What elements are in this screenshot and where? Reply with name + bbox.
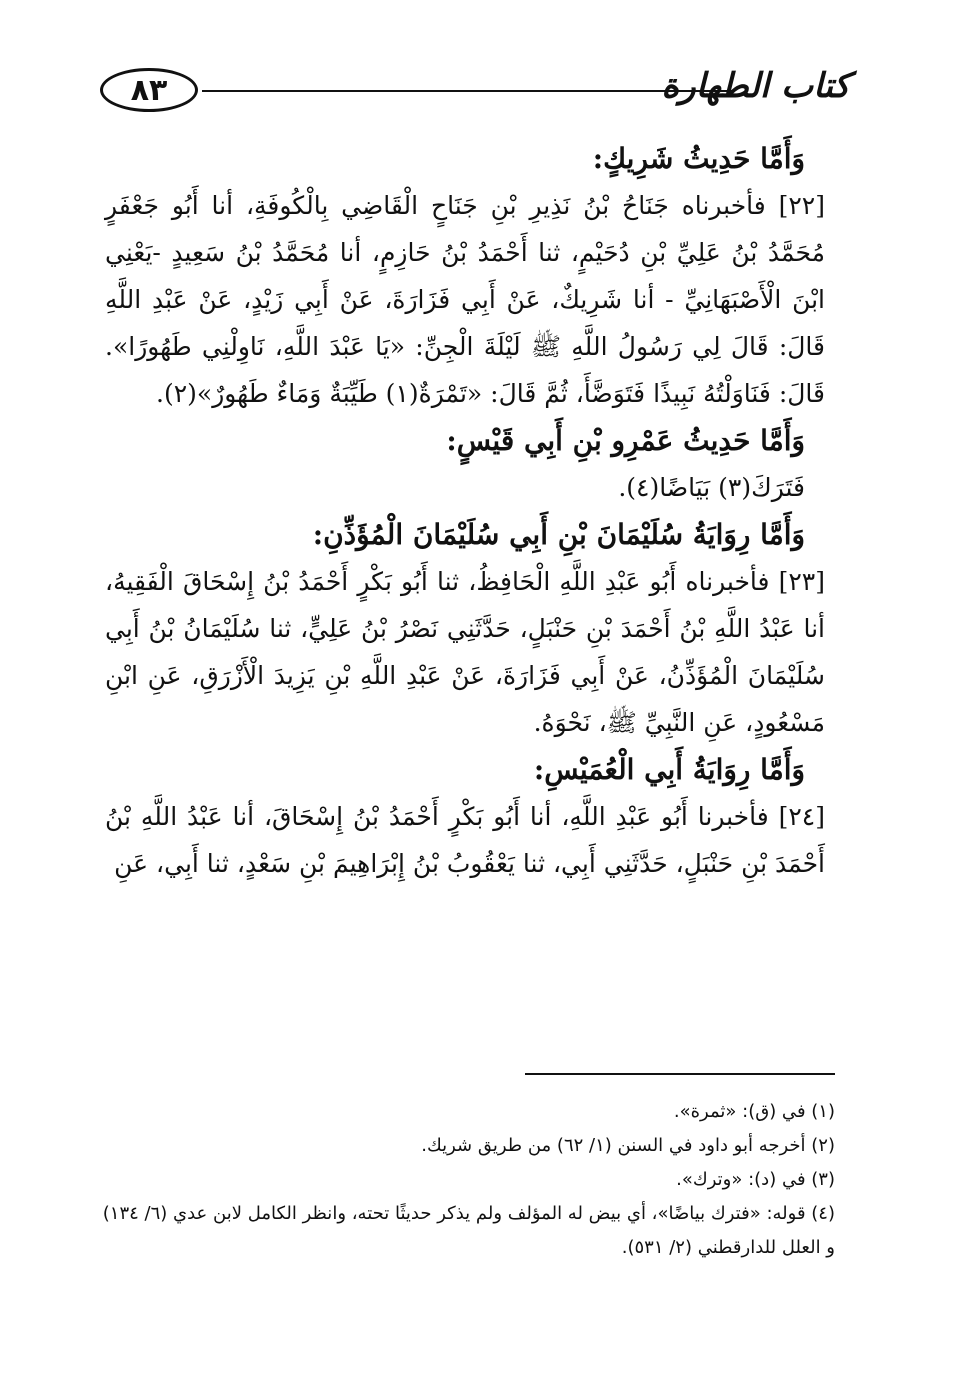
footnote-4: (٤) قوله: «فترك بياضًا»، أي بيض له المؤلف ولم يذكر حديثًا تحته، وانظر الكامل لابن عدي (٦/ ١٣٤) و العلل للدارقطني (٢/ ٥٣١). — [102, 1203, 835, 1258]
section-heading-sharik: وَأَمَّا حَدِيثُ شَرِيكٍ: — [592, 142, 805, 175]
footnote-3: (٣) في (د): «وترك». — [676, 1169, 835, 1190]
running-title: كتاب الطهارة — [661, 66, 850, 106]
section-heading-amr: وَأَمَّا حَدِيثُ عَمْرِو بْنِ أَبِي قَيْسٍ: — [446, 424, 805, 457]
blank-note-line: فَتَرَكَ(٣) بَيَاضًا(٤). — [618, 473, 805, 502]
hadith-paragraph-24: [٢٤] فأخبرنا أَبُو عَبْدِ اللَّهِ، أنا أَبُو بَكْرٍ أَحْمَدُ بْنُ إِسْحَاقَ، أنا عَبْدُ اللَّهِ بْنُ أَحْمَدَ بْنِ حَنْبَلٍ، حَدَّثَنِي أَبِي، ثنا يَعْقُوبُ بْنُ إِبْرَاهِيمَ بْنِ سَعْدٍ، ثنا أَبِي، عَنِ — [105, 802, 825, 878]
page-header — [100, 62, 850, 122]
section-heading-abu-umays: وَأَمَّا رِوَايَةُ أَبِي الْعُمَيْسِ: — [533, 753, 805, 786]
footnote-2: (٢) أخرجه أبو داود في السنن (١/ ٦٢) من طريق شريك. — [421, 1135, 835, 1156]
footnotes — [95, 1095, 835, 1265]
header-rule — [202, 90, 732, 92]
body-text — [105, 135, 845, 887]
section-heading-sulayman: وَأَمَّا رِوَايَةُ سُلَيْمَانَ بْنِ أَبِي سُلَيْمَانَ الْمُؤَذِّنِ: — [312, 518, 805, 551]
hadith-paragraph-22: [٢٢] فأخبرناه جَنَاحُ بْنُ نَذِيرِ بْنِ جَنَاحٍ الْقَاضِي بِالْكُوفَةِ، أنا أَبُو جَعْفَرٍ مُحَمَّدُ بْنُ عَلِيِّ بْنِ دُحَيْمٍ، ثنا أَحْمَدُ بْنُ حَازِمٍ، أنا مُحَمَّدُ بْنُ سَعِيدٍ -يَعْنِي ابْنَ الْأَصْبَهَانِيِّ - أنا شَرِيكٌ، عَنْ أَبِي فَزَارَةَ، عَنْ أَبِي زَيْدٍ، عَنْ عَبْدِ اللَّهِ قَالَ: قَالَ لِي رَسُولُ اللَّهِ ﷺ لَيْلَةَ الْجِنِّ: «يَا عَبْدَ اللَّهِ، نَاوِلْنِي طَهُورًا». قَالَ: فَنَاوَلْتُهُ نَبِيذًا فَتَوَضَّأَ، ثُمَّ قَالَ: «تَمْرَةٌ(١) طَيِّبَةٌ وَمَاءٌ طَهُورٌ»(٢). — [105, 191, 825, 408]
footnote-1: (١) في (ق): «ثمرة». — [673, 1101, 835, 1122]
page-number: ٨٣ — [100, 68, 198, 112]
footnote-separator — [525, 1073, 835, 1075]
hadith-paragraph-23: [٢٣] فأخبرناه أَبُو عَبْدِ اللَّهِ الْحَافِظُ، ثنا أَبُو بَكْرٍ أَحْمَدُ بْنُ إِسْحَاقَ الْفَقِيهُ، أنا عَبْدُ اللَّهِ بْنُ أَحْمَدَ بْنِ حَنْبَلٍ، حَدَّثَنِي نَصْرُ بْنُ عَلِيٍّ، ثنا سُلَيْمَانُ بْنُ أَبِي سُلَيْمَانَ الْمُؤَذِّنُ، عَنْ أَبِي فَزَارَةَ، عَنْ عَبْدِ اللَّهِ بْنِ يَزِيدَ الْأَزْرَقِ، عَنِ ابْنِ مَسْعُودٍ، عَنِ النَّبِيِّ ﷺ، نَحْوَهُ. — [105, 567, 825, 737]
